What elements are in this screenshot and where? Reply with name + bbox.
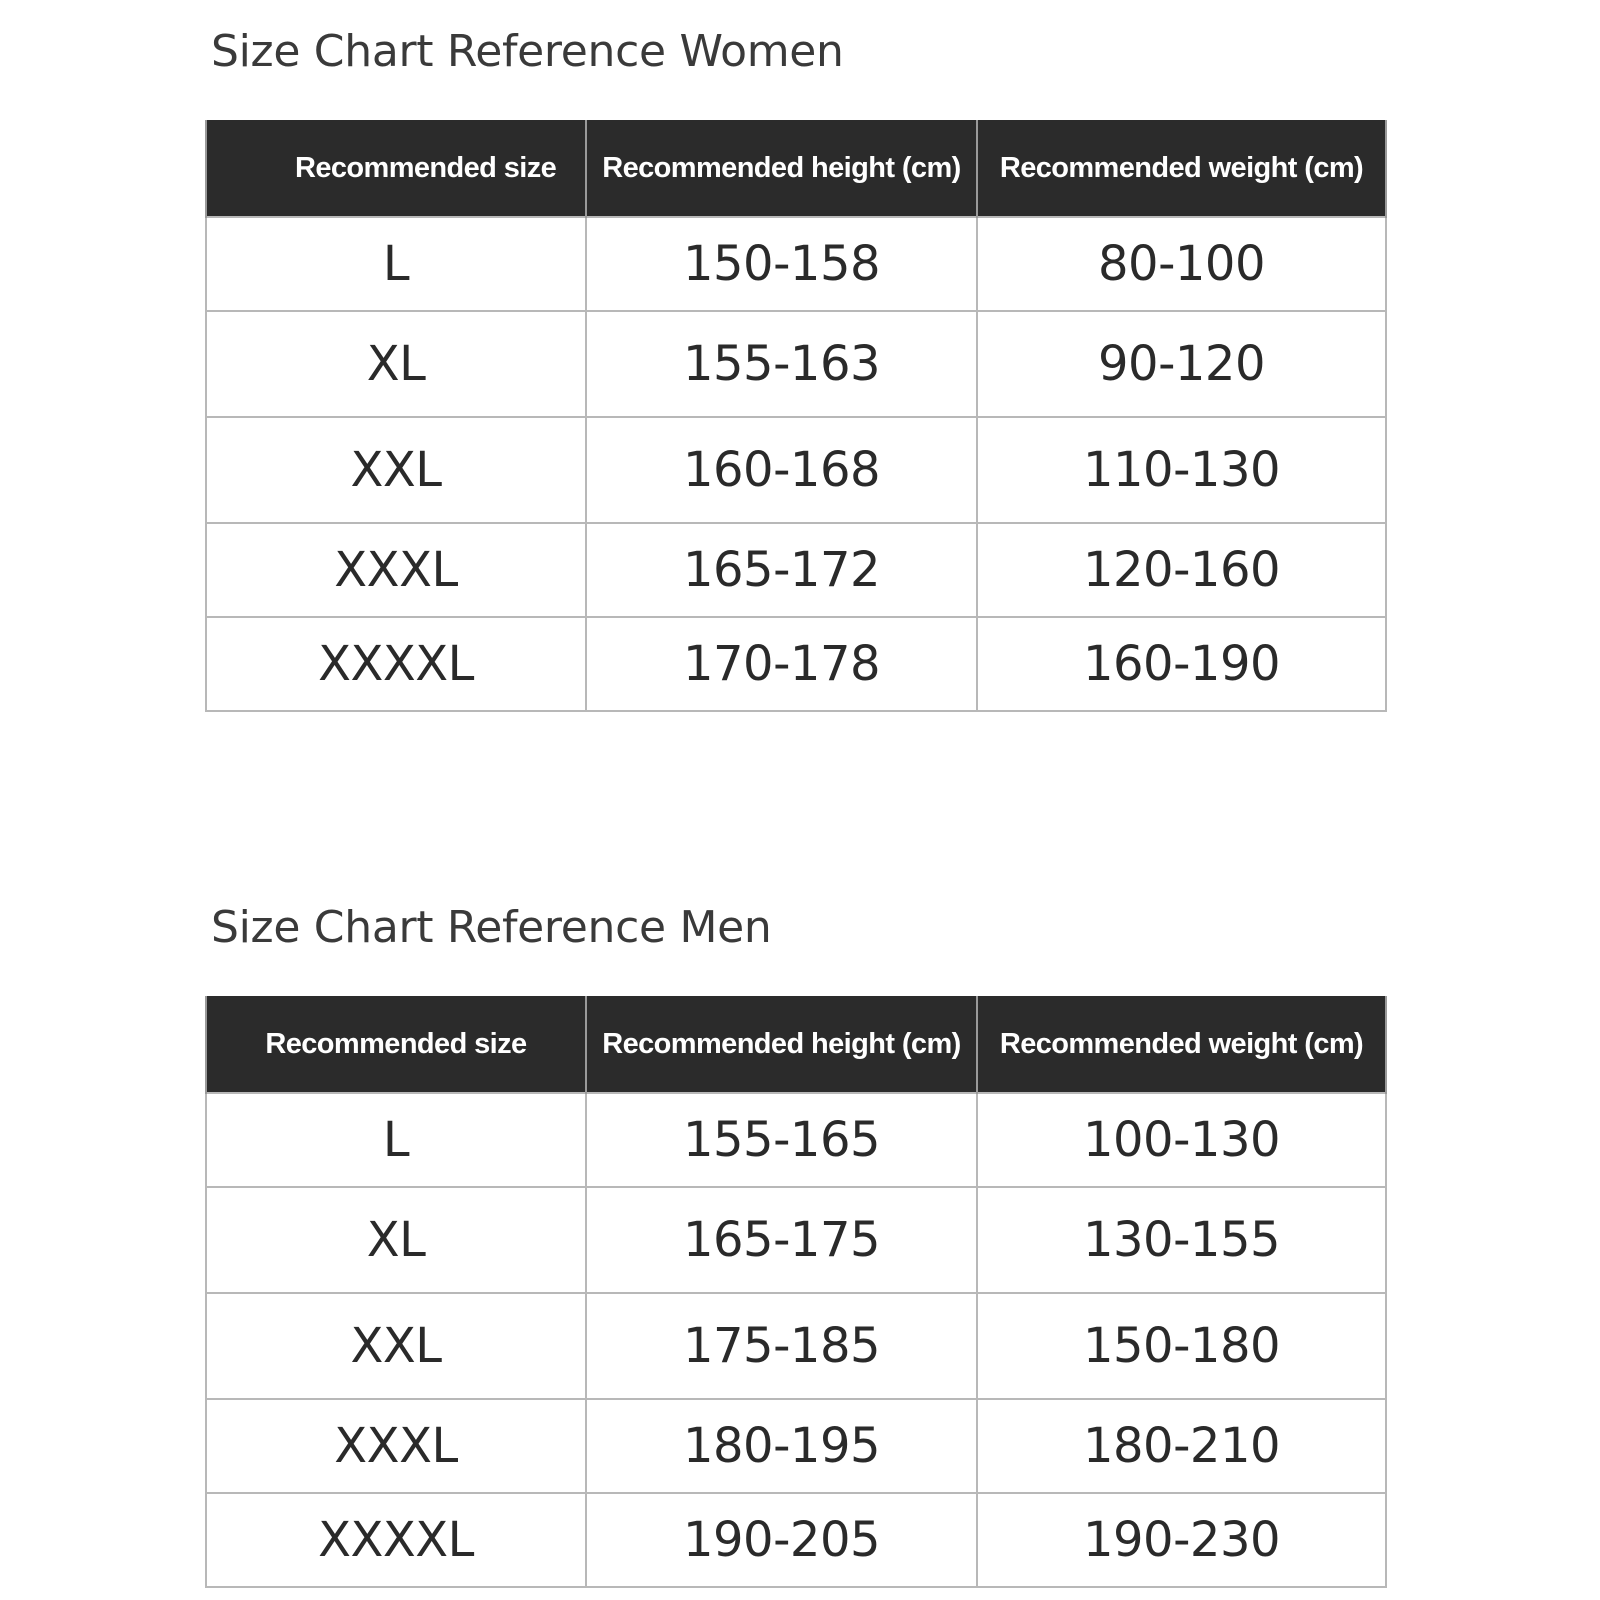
weight-cell: 180-210: [977, 1399, 1386, 1493]
table-row: [206, 1493, 1386, 1587]
height-cell: 160-168: [586, 417, 977, 523]
table-header-row: [206, 996, 1386, 1093]
table-row: [206, 523, 1386, 617]
height-cell: 155-163: [586, 311, 977, 417]
height-cell: 155-165: [586, 1093, 977, 1187]
size-cell: XXXL: [206, 1399, 586, 1493]
women-size-table: [205, 120, 1387, 712]
size-cell: XXL: [206, 417, 586, 523]
weight-cell: 190-230: [977, 1493, 1386, 1587]
size-cell: XXL: [206, 1293, 586, 1399]
weight-cell: 90-120: [977, 311, 1386, 417]
table-row: [206, 217, 1386, 311]
table-row: [206, 417, 1386, 523]
weight-cell: 110-130: [977, 417, 1386, 523]
size-cell: XXXL: [206, 523, 586, 617]
size-cell: XXXXL: [206, 617, 586, 711]
weight-cell: 100-130: [977, 1093, 1386, 1187]
size-cell: XL: [206, 311, 586, 417]
table-row: [206, 617, 1386, 711]
header-recommended-weight: Recommended weight (cm): [977, 120, 1386, 217]
size-cell: L: [206, 217, 586, 311]
header-recommended-weight: Recommended weight (cm): [977, 996, 1386, 1093]
height-cell: 180-195: [586, 1399, 977, 1493]
header-recommended-size: Recommended size: [206, 996, 586, 1093]
weight-cell: 120-160: [977, 523, 1386, 617]
women-chart-title: Size Chart Reference Women: [211, 26, 844, 77]
weight-cell: 130-155: [977, 1187, 1386, 1293]
table-row: [206, 1399, 1386, 1493]
table-row: [206, 1093, 1386, 1187]
size-cell: XL: [206, 1187, 586, 1293]
size-cell: XXXXL: [206, 1493, 586, 1587]
height-cell: 165-172: [586, 523, 977, 617]
weight-cell: 80-100: [977, 217, 1386, 311]
height-cell: 150-158: [586, 217, 977, 311]
height-cell: 175-185: [586, 1293, 977, 1399]
table-row: [206, 1293, 1386, 1399]
height-cell: 190-205: [586, 1493, 977, 1587]
table-row: [206, 1187, 1386, 1293]
table-row: [206, 311, 1386, 417]
weight-cell: 160-190: [977, 617, 1386, 711]
header-recommended-height: Recommended height (cm): [586, 996, 977, 1093]
size-cell: L: [206, 1093, 586, 1187]
header-recommended-height: Recommended height (cm): [586, 120, 977, 217]
header-recommended-size: Recommended size: [206, 120, 586, 217]
table-header-row: [206, 120, 1386, 217]
height-cell: 165-175: [586, 1187, 977, 1293]
men-size-table: [205, 996, 1387, 1588]
men-chart-title: Size Chart Reference Men: [211, 902, 772, 953]
weight-cell: 150-180: [977, 1293, 1386, 1399]
height-cell: 170-178: [586, 617, 977, 711]
